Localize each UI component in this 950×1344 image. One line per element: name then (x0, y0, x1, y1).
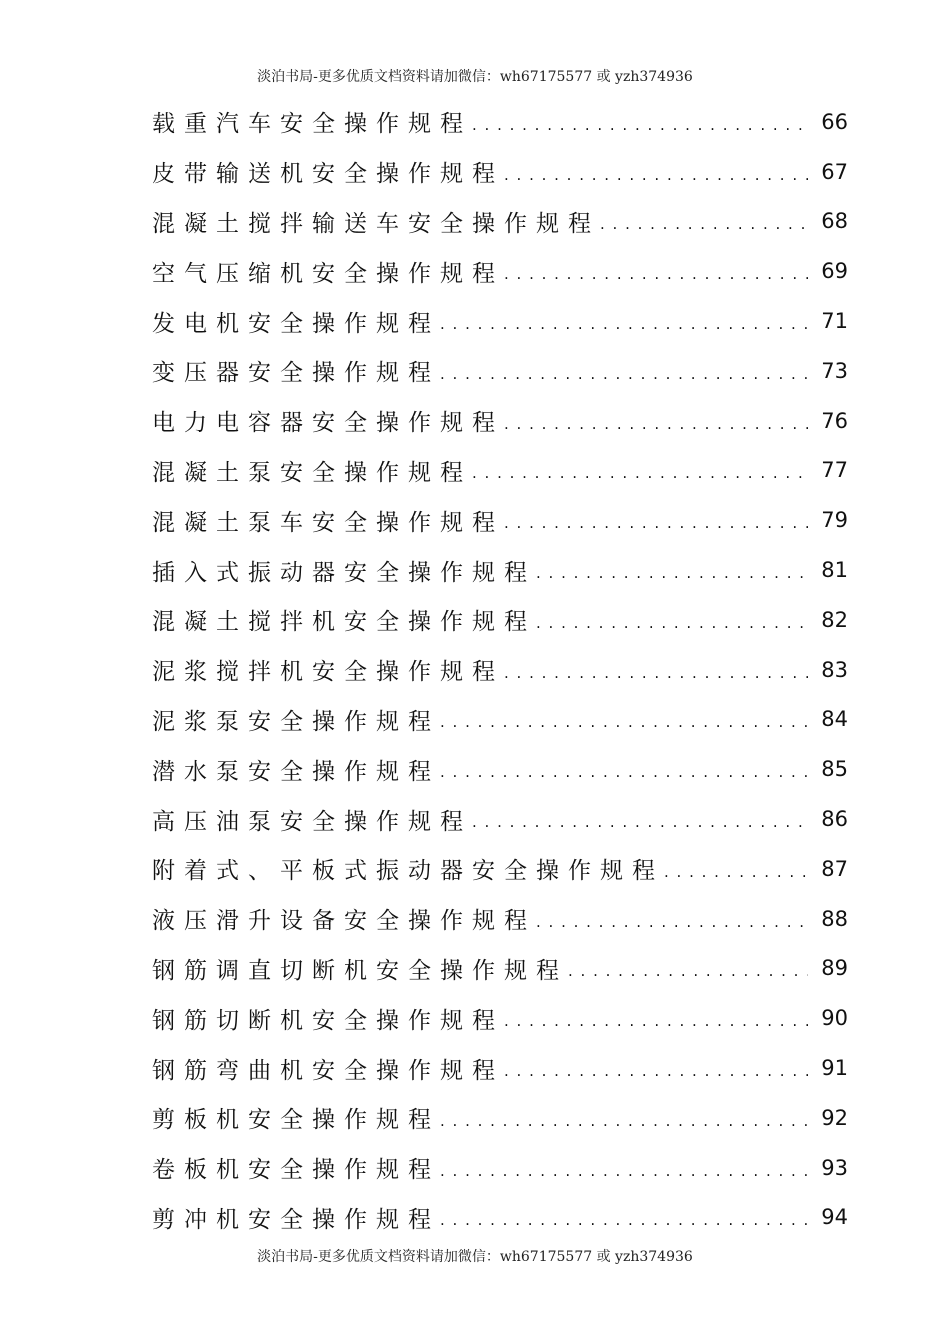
toc-leader-dots (504, 160, 808, 184)
toc-entry-title: 混凝土泵安全操作规程 (152, 459, 472, 486)
toc-leader-dots (440, 359, 808, 383)
toc-entry[interactable] (152, 595, 848, 645)
toc-entry[interactable] (152, 1143, 848, 1193)
toc-entry[interactable] (152, 246, 848, 296)
toc-entry[interactable] (152, 97, 848, 147)
toc-leader-dots (440, 1205, 808, 1229)
toc-entry-page: 94 (821, 1205, 848, 1230)
toc-entry[interactable] (152, 147, 848, 197)
toc-leader-dots (504, 1006, 808, 1030)
toc-leader-dots (504, 658, 808, 682)
toc-entry[interactable] (152, 744, 848, 794)
toc-entry-page: 83 (821, 657, 848, 682)
toc-entry-title: 混凝土搅拌机安全操作规程 (152, 609, 536, 636)
toc-leader-dots (568, 956, 808, 980)
toc-entry[interactable] (152, 695, 848, 745)
toc-leader-dots (536, 608, 808, 632)
toc-entry-title: 高压油泵安全操作规程 (152, 808, 472, 835)
toc-leader-dots (472, 807, 808, 831)
toc-entry-page: 79 (821, 508, 848, 533)
toc-entry-title: 钢筋弯曲机安全操作规程 (152, 1057, 504, 1084)
toc-entry-page: 66 (821, 109, 848, 134)
toc-entry-title: 插入式振动器安全操作规程 (152, 559, 536, 586)
toc-entry[interactable] (152, 495, 848, 545)
toc-entry-title: 液压滑升设备安全操作规程 (152, 908, 536, 935)
toc-leader-dots (600, 209, 808, 233)
toc-entry-title: 泥浆泵安全操作规程 (152, 708, 440, 735)
toc-entry-page: 71 (821, 309, 848, 334)
toc-entry[interactable] (152, 396, 848, 446)
toc-entry-page: 85 (821, 757, 848, 782)
toc-entry[interactable] (152, 346, 848, 396)
toc-entry-page: 92 (821, 1105, 848, 1130)
toc-entry-title: 载重汽车安全操作规程 (152, 111, 472, 138)
toc-entry-page: 87 (821, 856, 848, 881)
toc-entry-title: 卷板机安全操作规程 (152, 1157, 440, 1184)
toc-entry-page: 73 (821, 358, 848, 383)
toc-entry-title: 剪冲机安全操作规程 (152, 1206, 440, 1233)
toc-entry[interactable] (152, 993, 848, 1043)
page-header: 淡泊书局-更多优质文档资料请加微信：wh67175577 或 yzh374936 (257, 69, 693, 85)
toc-entry-page: 82 (821, 607, 848, 632)
toc-leader-dots (472, 458, 808, 482)
toc-entry-title: 钢筋切断机安全操作规程 (152, 1007, 504, 1034)
toc-entry[interactable] (152, 794, 848, 844)
toc-entry-title: 变压器安全操作规程 (152, 360, 440, 387)
page-footer: 淡泊书局-更多优质文档资料请加微信：wh67175577 或 yzh374936 (257, 1249, 693, 1265)
toc-entry-title: 电力电容器安全操作规程 (152, 410, 504, 437)
toc-entry-title: 皮带输送机安全操作规程 (152, 161, 504, 188)
toc-entry[interactable] (152, 446, 848, 496)
toc-entry[interactable] (152, 296, 848, 346)
toc-entry-title: 泥浆搅拌机安全操作规程 (152, 659, 504, 686)
toc-entry-title: 混凝土泵车安全操作规程 (152, 509, 504, 536)
toc-entry-page: 76 (821, 408, 848, 433)
toc-entry[interactable] (152, 1193, 848, 1243)
toc-entry-title: 混凝土搅拌输送车安全操作规程 (152, 210, 600, 237)
toc-entry-title: 钢筋调直切断机安全操作规程 (152, 957, 568, 984)
toc-leader-dots (504, 1056, 808, 1080)
toc-leader-dots (504, 409, 808, 433)
toc-leader-dots (440, 1156, 808, 1180)
toc-entry[interactable] (152, 1093, 848, 1143)
toc-entry-title: 发电机安全操作规程 (152, 310, 440, 337)
toc-entry-page: 77 (821, 458, 848, 483)
toc-entry[interactable] (152, 844, 848, 894)
toc-entry[interactable] (152, 197, 848, 247)
toc-leader-dots (536, 558, 808, 582)
toc-leader-dots (440, 757, 808, 781)
toc-entry-title: 剪板机安全操作规程 (152, 1107, 440, 1134)
toc-entry-page: 91 (821, 1056, 848, 1081)
toc-entry[interactable] (152, 645, 848, 695)
toc-leader-dots (472, 110, 808, 134)
toc-entry-page: 81 (821, 558, 848, 583)
toc-entry-page: 89 (821, 956, 848, 981)
toc-leader-dots (440, 1106, 808, 1130)
toc-entry-page: 90 (821, 1006, 848, 1031)
toc-entry-page: 86 (821, 807, 848, 832)
toc-leader-dots (440, 707, 808, 731)
toc-entry[interactable] (152, 545, 848, 595)
toc-leader-dots (504, 259, 808, 283)
toc-leader-dots (536, 907, 808, 931)
toc-entry-page: 84 (821, 707, 848, 732)
toc-entry[interactable] (152, 944, 848, 994)
toc-entry-page: 88 (821, 906, 848, 931)
toc-leader-dots (664, 857, 808, 881)
toc-entry[interactable] (152, 894, 848, 944)
toc-entry-page: 68 (821, 209, 848, 234)
toc-entry-page: 69 (821, 259, 848, 284)
table-of-contents (152, 97, 848, 1242)
toc-entry-title: 附着式、平板式振动器安全操作规程 (152, 858, 664, 885)
toc-leader-dots (440, 309, 808, 333)
toc-leader-dots (504, 508, 808, 532)
toc-entry-page: 93 (821, 1155, 848, 1180)
toc-entry-title: 空气压缩机安全操作规程 (152, 260, 504, 287)
toc-entry[interactable] (152, 1043, 848, 1093)
toc-entry-title: 潜水泵安全操作规程 (152, 758, 440, 785)
toc-entry-page: 67 (821, 159, 848, 184)
